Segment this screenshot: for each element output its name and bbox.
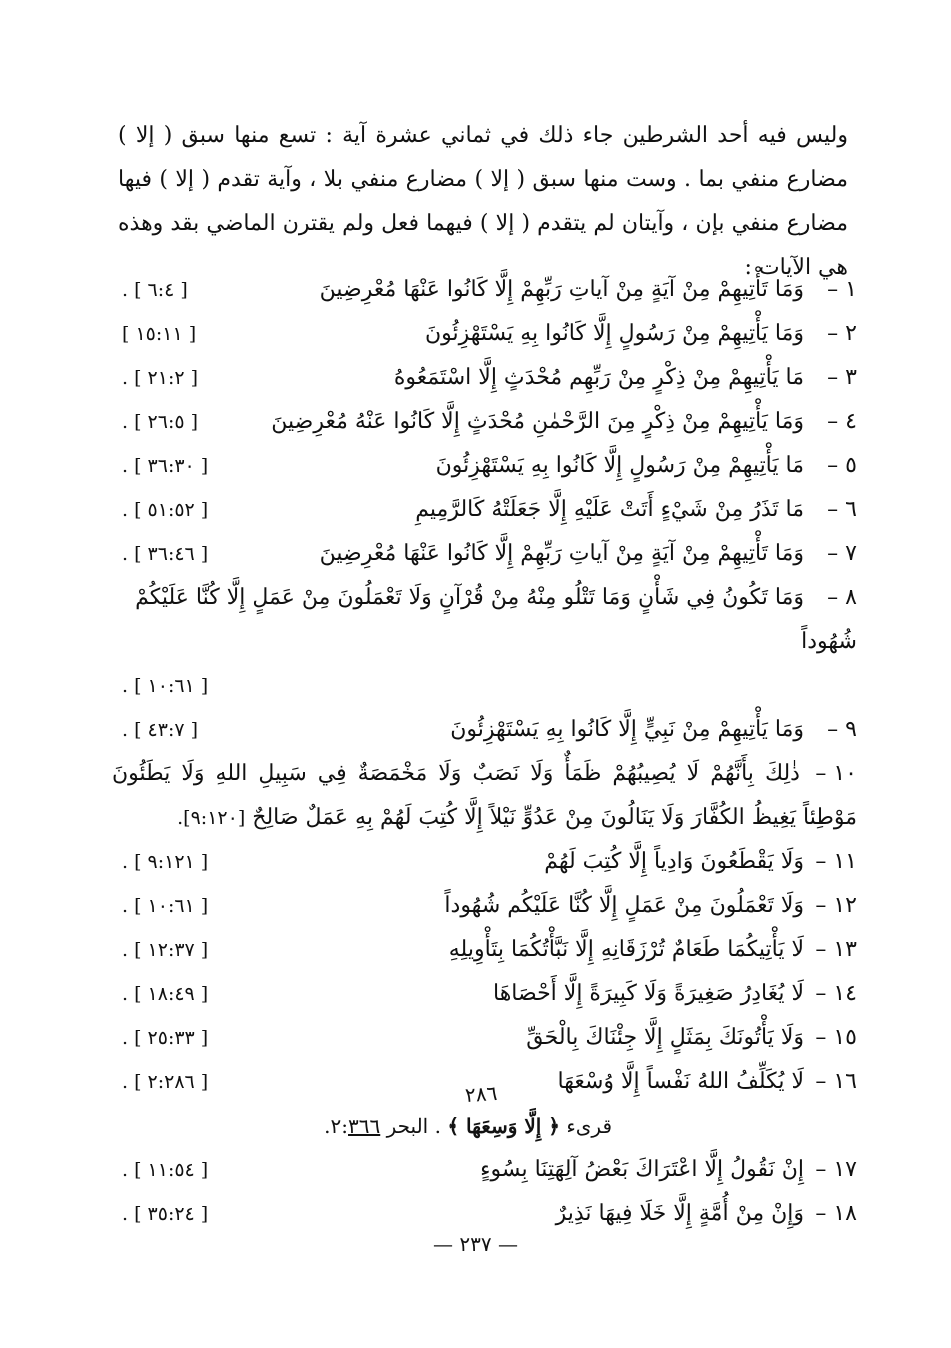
verse-number: ١٨ –: [815, 1201, 857, 1226]
verse-number: ٥ –: [827, 453, 857, 478]
verse-reference: [ ٦:٤ ] .: [122, 279, 188, 301]
verse-text: وَلَا يَأْتُونَكَ بِمَثَلٍ إِلَّا جِئْنَاكَ بِالْحَقِّ: [526, 1025, 804, 1050]
verse-text: لَا يُغَادِرُ صَغِيرَةً وَلَا كَبِيرَةً إِلَّا أَحْصَاهَا: [492, 981, 804, 1006]
page-number: — ٢٣٧ —: [433, 1232, 518, 1256]
verse-text: وَمَا تَكُونُ فِي شَأْنٍ وَمَا تَتْلُو مِنْهُ مِنْ قُرْآنٍ وَلَا تَعْمَلُونَ مِنْ عَمَلٍ إِلَّا كُنَّا عَلَيْكُمْ شُهُوداً: [135, 585, 857, 654]
verse-text: مَا تَذَرُ مِنْ شَيْءٍ أَتَتْ عَلَيْهِ إِلَّا جَعَلَتْهُ كَالرَّمِيمِ: [415, 497, 804, 522]
verse-row: [112, 972, 857, 1016]
verse-reference: [ ١١:٥٤ ] .: [122, 1159, 209, 1181]
note-quote: ﴿ إِلَّا وَسِعَهَا ﴾: [447, 1114, 560, 1138]
verse-text: وَإِنْ مِنْ أُمَّةٍ إِلَّا خَلَا فِيهَا نَذِيرٌ: [555, 1201, 804, 1226]
verse-text: وَلَا يَقْطَعُونَ وَادِياً إِلَّا كُتِبَ لَهُمْ: [544, 849, 804, 874]
verse-number: ١٢ –: [815, 893, 857, 918]
verse-number: ٩ –: [827, 717, 857, 742]
verse-text: لَا يُكَلِّفُ اللهُ نَفْساً إِلَّا وُسْعَهَا: [557, 1069, 804, 1094]
verse-list: [112, 268, 857, 1236]
verse-text: وَمَا يَأْتِيهِمْ مِنْ نَبِيٍّ إِلَّا كَانُوا بِهِ يَسْتَهْزِئُونَ: [450, 717, 804, 742]
note-text: [324, 1104, 612, 1148]
verse-text: وَمَا تَأْتِيهِمْ مِنْ آيَةٍ مِنْ آياتِ رَبِّهِمْ إِلَّا كَانُوا عَنْهَا مُعْرِضِينَ: [319, 541, 804, 566]
verse-row: [112, 928, 857, 972]
verse-number: ١٧ –: [815, 1157, 857, 1182]
verse-number: ١٤ –: [815, 981, 857, 1006]
verse-row: [112, 884, 857, 928]
verse-reference: [ ٣٥:٢٤ ] .: [122, 1203, 209, 1225]
verse-text: إِنْ نَقُولُ إِلَّا اعْتَرَاكَ بَعْضُ آلِهَتِنَا بِسُوءٍ: [480, 1157, 804, 1182]
verse-reference: [ ١٢:٣٧ ] .: [122, 939, 209, 961]
verse-row: [112, 444, 857, 488]
verse-reference: [ ٢:٢٨٦ ] .: [122, 1071, 209, 1093]
verse-row: [112, 312, 857, 356]
verse-text: مَا يَأْتِيهِمْ مِنْ رَسُولٍ إِلَّا كَانُوا بِهِ يَسْتَهْزِئُونَ: [435, 453, 804, 478]
note-end: .: [324, 1114, 331, 1138]
verse-row: [112, 1016, 857, 1060]
verse-text: وَلَا تَعْمَلُونَ مِنْ عَمَلٍ إِلَّا كُنَّا عَلَيْكُم شُهُوداً: [444, 893, 804, 918]
verse-number: ١ –: [827, 277, 857, 302]
verse-reference: [ ١٠:٦١ ] .: [122, 675, 209, 697]
note-struck-number: ٣٦٦: [348, 1114, 381, 1138]
verse-number: ٧ –: [827, 541, 857, 566]
verse-reference: [ ٣٦:٣٠ ] .: [122, 455, 209, 477]
verse-reference: [ ٢١:٢ ] .: [122, 367, 199, 389]
verse-reference: [ ٢٦:٥ ] .: [122, 411, 199, 433]
verse-row: [112, 488, 857, 532]
verse-row: [112, 576, 857, 664]
verse-number: ١٥ –: [815, 1025, 857, 1050]
intro-paragraph: وليس فيه أحد الشرطين جاء ذلك في ثماني عشرة آية : تسع منها سبق ( إلا ) مضارع منفي بما . وست منها سبق ( إلا ) مضارع منفي بلا ، وآية تقدم ( إلا ) فيها مضارع منفي بإن ، وآيتان لم يتقدم ( إلا ) فيهما فعل ولم يقترن الماضي بقد وهذه هي الآيات :: [118, 123, 848, 280]
verse-number: ٣ –: [827, 365, 857, 390]
note-source: . البحر ٢:: [330, 1114, 441, 1138]
verse-row: [112, 752, 857, 840]
verse-row: [112, 840, 857, 884]
note-prefix: قرىء: [566, 1114, 612, 1138]
verse-reference-row: [112, 664, 857, 708]
verse-reference: [ ٣٦:٤٦ ] .: [122, 543, 209, 565]
handwritten-correction: ٢٨٦: [463, 1080, 498, 1108]
verse-reference: [ ٩:١٢١ ] .: [122, 851, 209, 873]
verse-number: ٦ –: [827, 497, 857, 522]
verse-number: ٢ –: [827, 321, 857, 346]
verse-number: ٤ –: [827, 409, 857, 434]
verse-text: وَمَا تَأْتِيهِمْ مِنْ آيَةٍ مِنْ آياتِ رَبِّهِمْ إِلَّا كَانُوا عَنْهَا مُعْرِضِينَ: [319, 277, 804, 302]
verse-reference: [ ١٠:٦١ ] .: [122, 895, 209, 917]
verse-text: وَمَا يَأْتِيهِمْ مِنْ رَسُولٍ إِلَّا كَانُوا بِهِ يَسْتَهْزِئُونَ: [424, 321, 804, 346]
verse-reference: [ ٢٥:٣٣ ] .: [122, 1027, 209, 1049]
verse-row: [112, 708, 857, 752]
verse-reference: [ ١٨:٤٩ ] .: [122, 983, 209, 1005]
verse-row: [112, 400, 857, 444]
verse-text: لَا يَأْتِيكُمَا طَعَامٌ تُرْزَقَانِهِ إِلَّا نَبَّأْتُكُمَا بِتَأْوِيلِهِ: [448, 937, 804, 962]
verse-text: ذٰلِكَ بِأَنَّهُمْ لَا يُصِيبُهُمْ ظَمَأٌ وَلَا نَصَبٌ وَلَا مَخْمَصَةٌ فِي سَبِيلِ اللهِ وَلَا يَطَئُونَ مَوْطِئاً يَغِيظُ الكُفَّارَ وَلَا يَنَالُونَ مِنْ عَدُوٍّ نَيْلاً إِلَّا كُتِبَ لَهُمْ بِهِ عَمَلٌ صَالِحٌ: [112, 761, 857, 830]
verse-reference: [ ٥١:٥٢ ] .: [122, 499, 209, 521]
verse-row: [112, 268, 857, 312]
verse-reference: [ ٤٣:٧ ] .: [122, 719, 199, 741]
verse-text: وَمَا يَأْتِيهِمْ مِنْ ذِكْرٍ مِنَ الرَّحْمٰنِ مُحْدَثٍ إِلَّا كَانُوا عَنْهُ مُعْرِضِينَ: [271, 409, 804, 434]
verse-row: [112, 532, 857, 576]
verse-reference: [٩:١٢٠].: [177, 807, 246, 829]
verse-row: [112, 1192, 857, 1236]
verse-text: مَا يَأْتِيهِمْ مِنْ ذِكْرٍ مِنْ رَبِّهِم مُحْدَثٍ إِلَّا اسْتَمَعُوهُ: [393, 365, 804, 390]
verse-reference: [ ١٥:١١ ]: [122, 323, 197, 345]
verse-number: ١١ –: [815, 849, 857, 874]
verse-row: [112, 356, 857, 400]
verse-number: ١٠ –: [815, 761, 857, 786]
verse-number: ١٣ –: [815, 937, 857, 962]
verse-number: ٨ –: [827, 585, 857, 610]
verse-number: ١٦ –: [815, 1069, 857, 1094]
verse-row: [112, 1148, 857, 1192]
